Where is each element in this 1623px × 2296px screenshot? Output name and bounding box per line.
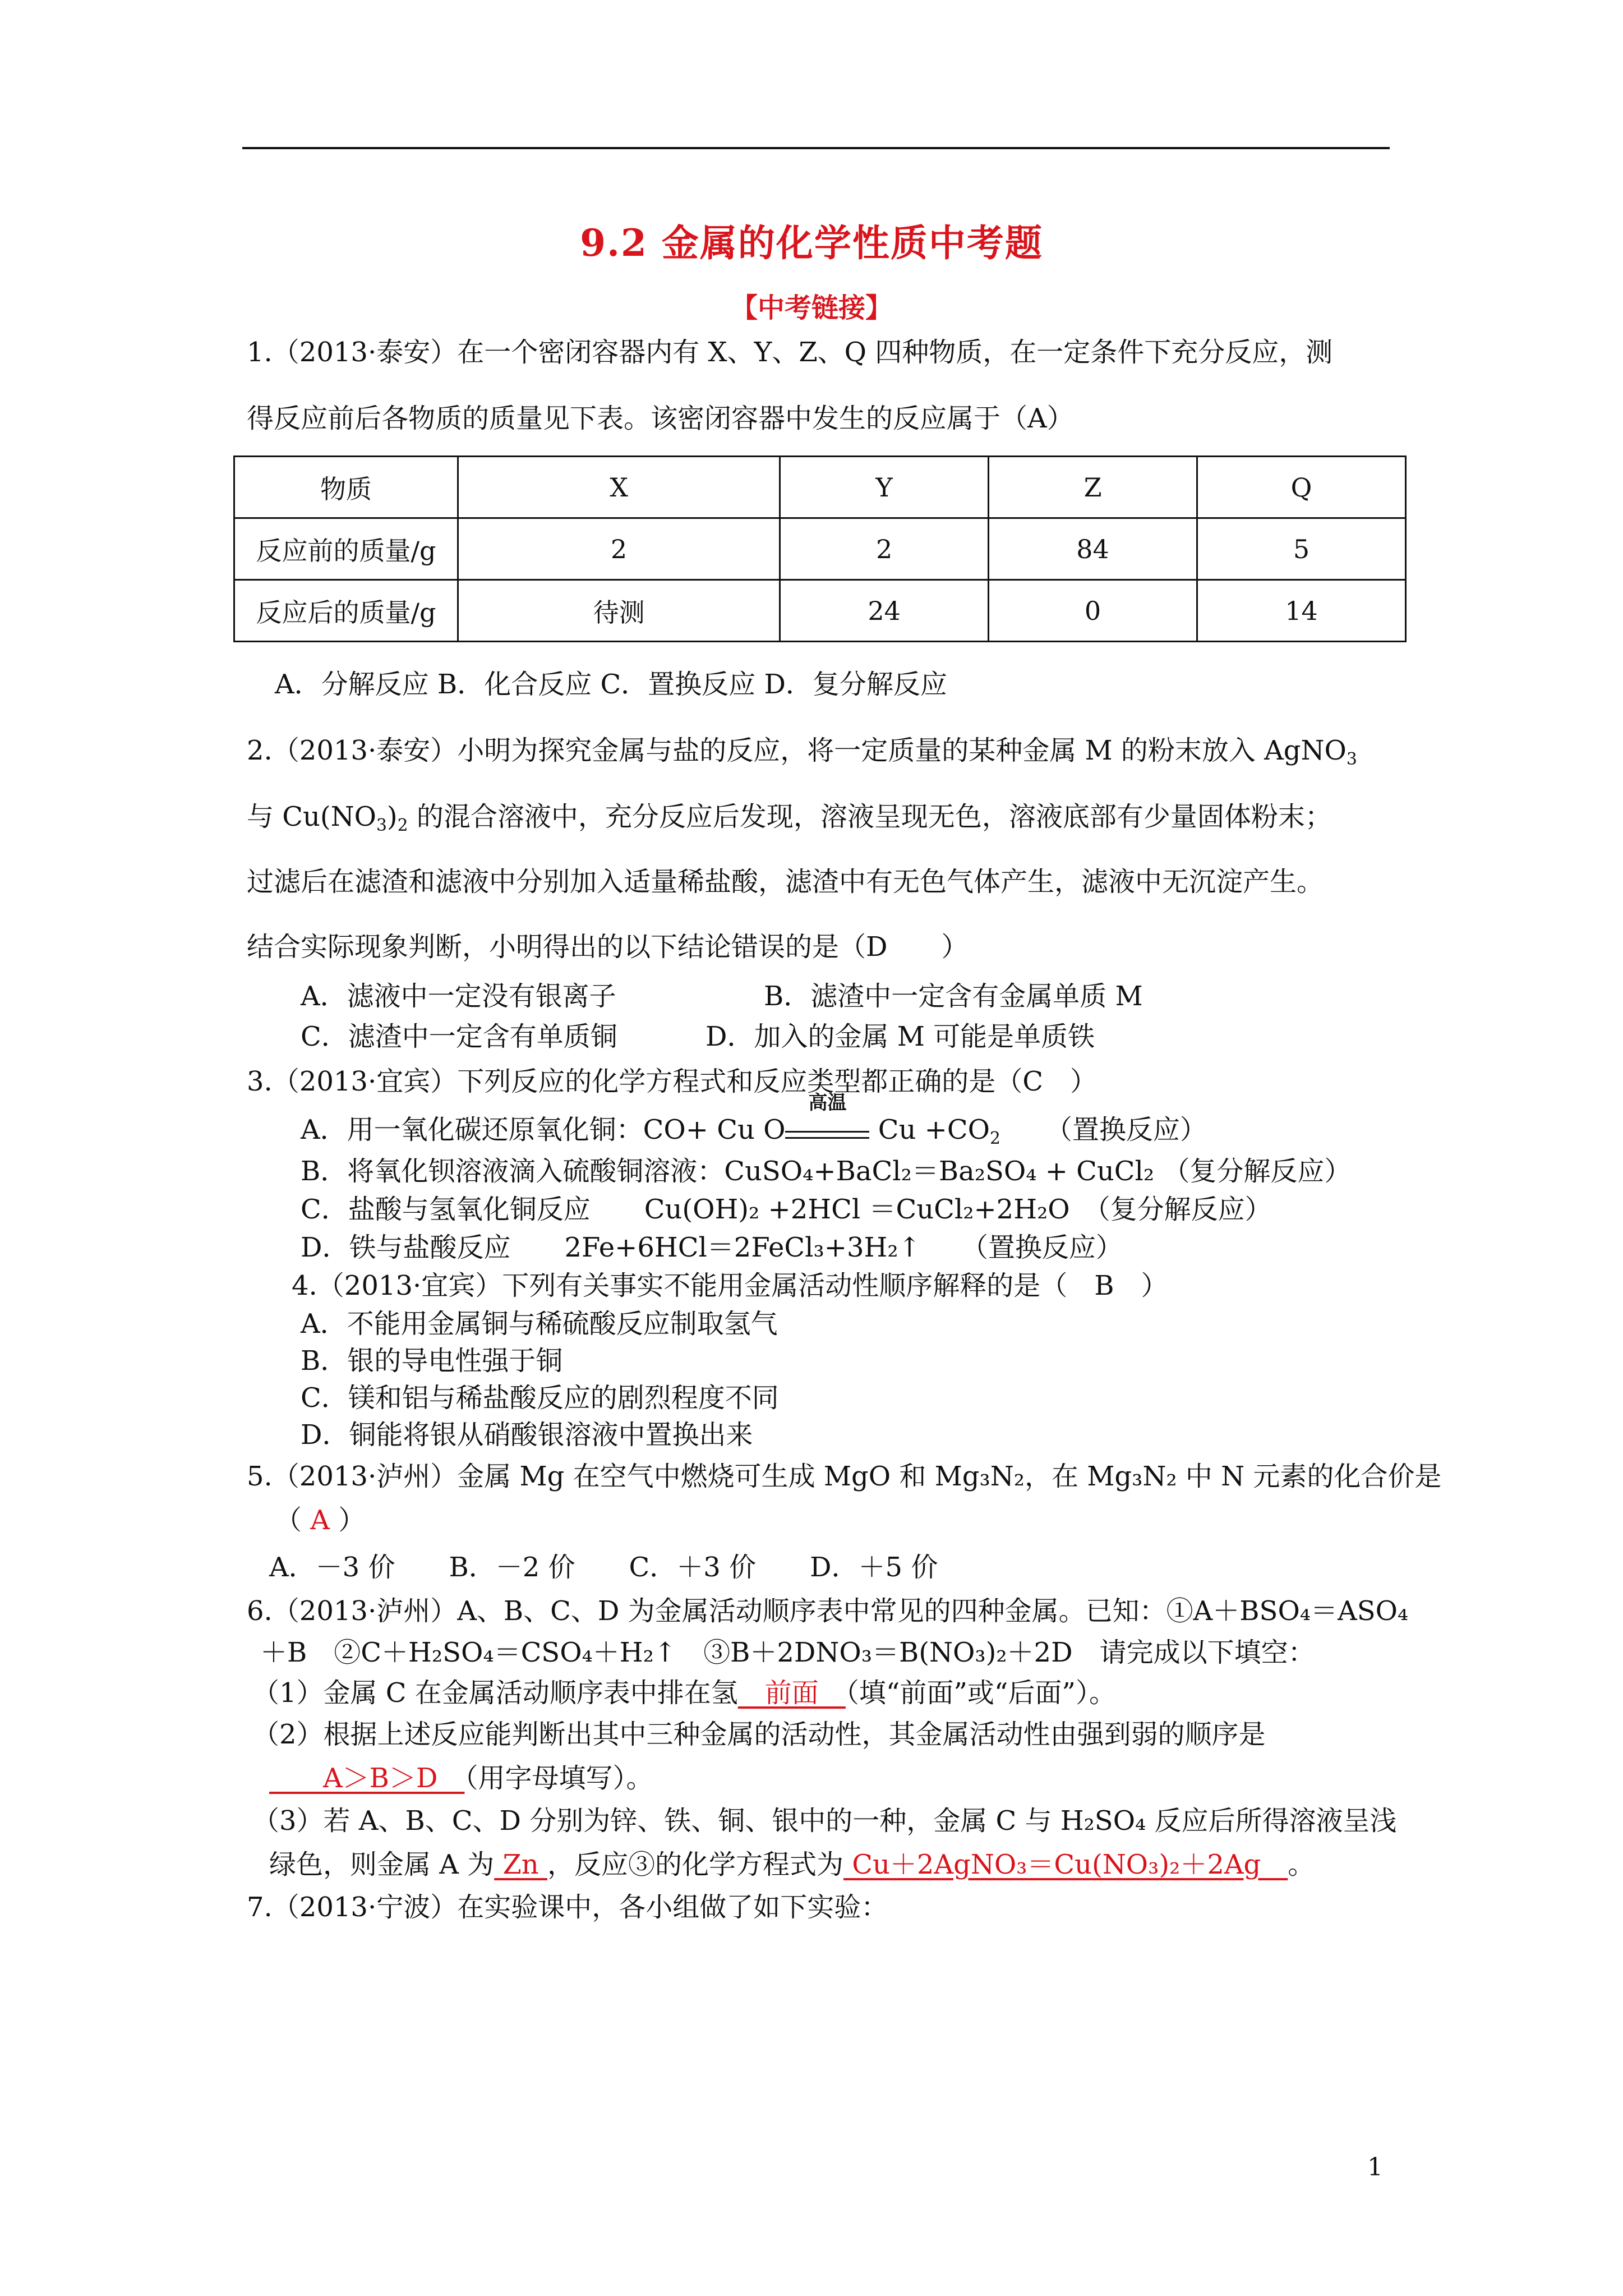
q7-line1: 7.（2013·宁波）在实验课中，各小组做了如下实验： <box>247 1892 888 1923</box>
page-title: 9.2 金属的化学性质中考题 <box>580 221 1043 265</box>
q5-paren-open: （ <box>275 1504 302 1536</box>
q2-line2-text: 与 Cu(NO <box>247 801 376 832</box>
table-cell: Z <box>989 457 1197 518</box>
q2-option-b: B．滤渣中一定含有金属单质 M <box>764 981 1143 1012</box>
q3-line1: 3.（2013·宜宾）下列反应的化学方程式和反应类型都正确的是（C ） <box>247 1066 1097 1097</box>
q5-paren-close: ） <box>338 1504 366 1536</box>
table-cell: 14 <box>1197 580 1406 642</box>
q2-line2-sub: 3 <box>376 815 387 835</box>
table-cell: 0 <box>989 580 1197 642</box>
q6-part3-answer-metal: Zn <box>494 1849 547 1880</box>
q4-option-b: B．银的导电性强于铜 <box>301 1345 563 1377</box>
table-cell: 反应前的质量/g <box>234 518 458 580</box>
section-heading: 【中考链接】 <box>730 292 892 324</box>
q6-part2-hint: （用字母填写）。 <box>464 1763 653 1794</box>
q2-line4: 结合实际现象判断，小明得出的以下结论错误的是（D ） <box>247 931 969 963</box>
table-cell: Q <box>1197 457 1406 518</box>
q2-line2-sub2: 2 <box>397 815 408 835</box>
q3-option-a-type: （置换反应） <box>1045 1114 1207 1145</box>
q6-part3-answer-line <box>269 1849 1315 1881</box>
q6-part3-end: 。 <box>1288 1849 1315 1880</box>
q1-options: A．分解反应 B．化合反应 C．置换反应 D．复分解反应 <box>275 669 947 700</box>
table-cell: 物质 <box>234 457 458 518</box>
q6-part3-text-mid: ，反应③的化学方程式为 <box>547 1849 843 1880</box>
table-cell: X <box>458 457 780 518</box>
q6-part3-answer-equation: Cu＋2AgNO₃＝Cu(NO₃)₂＋2Ag <box>843 1849 1288 1880</box>
q1-line2: 得反应前后各物质的质量见下表。该密闭容器中发生的反应属于（A） <box>247 403 1074 434</box>
q6-part1-hint: （填“前面”或“后面”）。 <box>845 1677 1116 1709</box>
reaction-condition <box>785 1092 869 1139</box>
condition-label: 高温 <box>808 1092 847 1114</box>
q6-part1-text: （1）金属 C 在金属活动顺序表中排在氢 <box>252 1677 738 1709</box>
mass-table <box>233 455 1407 642</box>
table-cell: 2 <box>458 518 780 580</box>
q6-part1-answer: 前面 <box>737 1677 846 1709</box>
q2-line1-sub: 3 <box>1346 749 1357 769</box>
q2-line1 <box>247 735 1357 770</box>
table-cell: Y <box>780 457 989 518</box>
q6-line2: ＋B ②C＋H₂SO₄＝CSO₄＋H₂↑ ③B＋2DNO₃＝B(NO₃)₂＋2D 请完成以下填空： <box>260 1637 1315 1668</box>
table-cell: 待测 <box>458 580 780 642</box>
q5-options: A．－3 价 B．－2 价 C．＋3 价 D．＋5 价 <box>269 1552 938 1583</box>
q6-part2-answer: A＞B＞D <box>269 1763 465 1794</box>
q6-line1: 6.（2013·泸州）A、B、C、D 为金属活动顺序表中常见的四种金属。已知：①A＋BSO₄＝ASO₄ <box>247 1595 1409 1627</box>
q3-option-d: D．铁与盐酸反应 2Fe+6HCl＝2FeCl₃+3H₂↑ （置换反应） <box>301 1232 1123 1263</box>
q4-option-c: C．镁和铝与稀盐酸反应的剧烈程度不同 <box>301 1382 779 1414</box>
table-cell: 5 <box>1197 518 1406 580</box>
table-cell: 84 <box>989 518 1197 580</box>
header-rule <box>242 147 1390 149</box>
table-cell: 2 <box>780 518 989 580</box>
q2-line1-text: 2.（2013·泰安）小明为探究金属与盐的反应，将一定质量的某种金属 M 的粉末放入 AgNO <box>247 735 1347 766</box>
q3-option-a-sub: 2 <box>989 1128 1000 1148</box>
q2-option-a: A．滤液中一定没有银离子 <box>301 981 616 1012</box>
q2-option-c: C．滤渣中一定含有单质铜 <box>301 1021 617 1052</box>
q4-option-a: A．不能用金属铜与稀硫酸反应制取氢气 <box>301 1308 778 1340</box>
q2-line2-text-c: 的混合溶液中，充分反应后发现，溶液呈现无色，溶液底部有少量固体粉末； <box>408 801 1332 832</box>
q5-answer: A <box>302 1504 339 1536</box>
q3-option-c: C．盐酸与氢氧化铜反应 Cu(OH)₂ +2HCl ＝CuCl₂+2H₂O （复分解反应） <box>301 1194 1272 1225</box>
q2-line2-text-b: ) <box>386 801 398 832</box>
q5-answer-line <box>275 1504 365 1537</box>
table-row <box>234 580 1406 642</box>
q3-option-a <box>301 1092 1207 1149</box>
q1-line1: 1.（2013·泰安）在一个密闭容器内有 X、Y、Z、Q 四种物质，在一定条件下充分反应，测 <box>247 337 1333 368</box>
table-row <box>234 518 1406 580</box>
q2-option-d: D．加入的金属 M 可能是单质铁 <box>706 1021 1095 1052</box>
q4-line1: 4.（2013·宜宾）下列有关事实不能用金属活动性顺序解释的是（ B ） <box>292 1270 1168 1301</box>
q4-option-d: D．铜能将银从硝酸银溶液中置换出来 <box>301 1419 753 1451</box>
q6-part3: （3）若 A、B、C、D 分别为锌、铁、铜、银中的一种，金属 C 与 H₂SO₄ 反应后所得溶液呈浅 <box>252 1805 1397 1837</box>
q6-part3-text: 绿色，则金属 A 为 <box>269 1849 495 1880</box>
q2-line3: 过滤后在滤渣和滤液中分别加入适量稀盐酸，滤渣中有无色气体产生，滤液中无沉淀产生。 <box>247 866 1324 898</box>
q6-part1 <box>252 1677 1116 1710</box>
q6-part2: （2）根据上述反应能判断出其中三种金属的活动性，其金属活动性由强到弱的顺序是 <box>252 1719 1266 1750</box>
q3-option-a-products: Cu +CO <box>869 1114 990 1145</box>
q3-option-b: B．将氧化钡溶液滴入硫酸铜溶液：CuSO₄+BaCl₂＝Ba₂SO₄ + CuCl₂ （复分解反应） <box>301 1156 1352 1187</box>
q3-option-a-text: A．用一氧化碳还原氧化铜：CO+ Cu O <box>301 1114 786 1145</box>
equals-bar <box>785 1131 869 1139</box>
q2-line2 <box>247 801 1332 836</box>
page-number: 1 <box>1367 2153 1383 2182</box>
table-cell: 反应后的质量/g <box>234 580 458 642</box>
table-cell: 24 <box>780 580 989 642</box>
q6-part2-answer-line <box>269 1763 653 1795</box>
q5-line1: 5.（2013·泸州）金属 Mg 在空气中燃烧可生成 MgO 和 Mg₃N₂，在 Mg₃N₂ 中 N 元素的化合价是 <box>247 1461 1442 1492</box>
table-row <box>234 457 1406 518</box>
